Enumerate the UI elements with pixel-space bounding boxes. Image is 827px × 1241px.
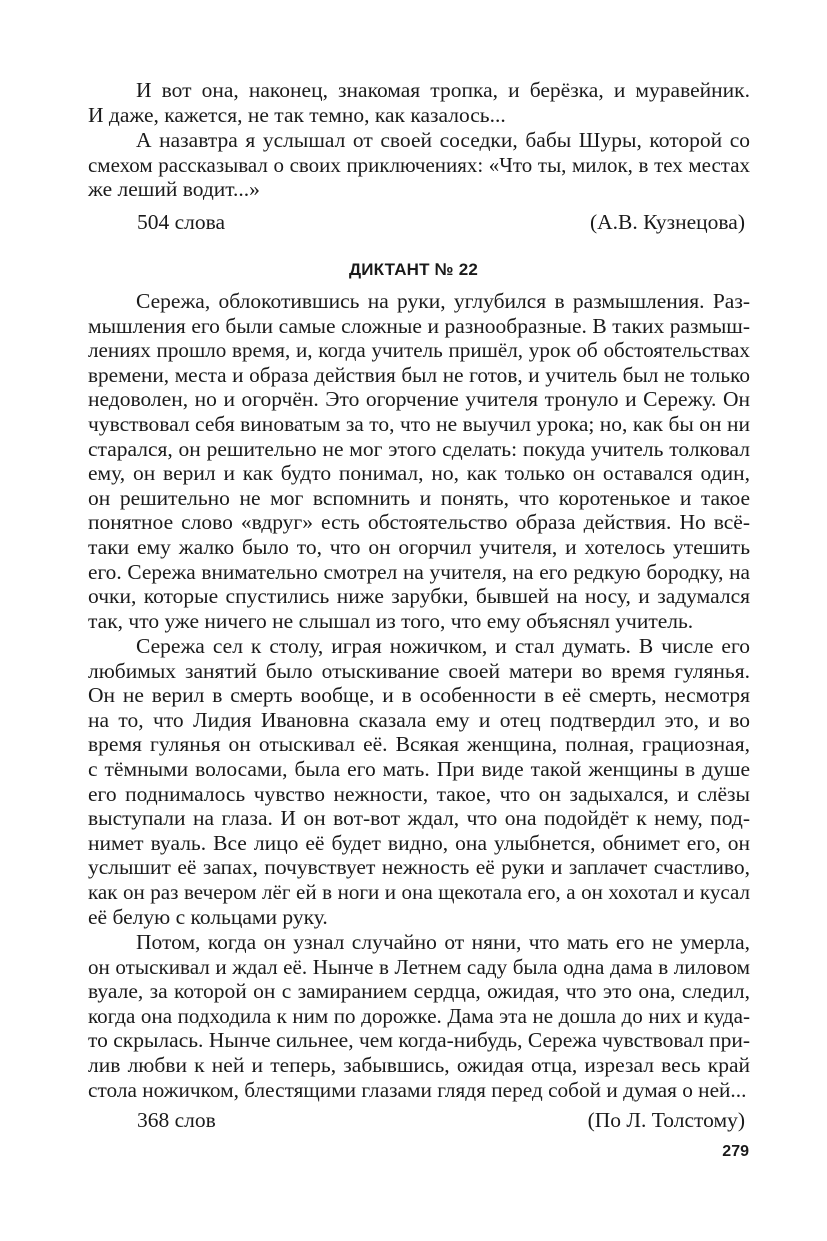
dictation-signature bbox=[137, 1108, 745, 1132]
text-line: Сережа, облокотившись на руки, углубился в размышления. Раз- bbox=[136, 289, 750, 313]
text-line: вуале, за которой он с замиранием сердца, ожидая, что это она, следил, bbox=[88, 979, 750, 1004]
text-line: он решительно не мог вспомнить и понять, что коротенькое и такое bbox=[88, 485, 750, 510]
text-line: смехом рассказывал о своих приключениях: «Что ты, милок, в тех местах bbox=[88, 152, 750, 177]
dictation-paragraph-3 bbox=[88, 930, 750, 1102]
page-number: 279 bbox=[722, 1143, 749, 1160]
intro-signature bbox=[137, 210, 745, 234]
text-line: с тёмными волосами, была его мать. При виде такой женщины в душе bbox=[88, 756, 750, 781]
text-line: мышления его были самые сложные и разнообразные. В таких размыш- bbox=[88, 313, 750, 338]
intro-paragraph-1 bbox=[88, 78, 750, 127]
text-line: Сережа сел к столу, играя ножичком, и стал думать. В числе его bbox=[136, 634, 750, 658]
text-line: нимет вуаль. Все лицо её будет видно, она улыбнется, обнимет его, он bbox=[88, 830, 750, 855]
text-line: её белую с кольцами руку. bbox=[88, 904, 328, 929]
text-line: на то, что Лидия Ивановна сказала ему и отец подтвердил это, и во bbox=[88, 707, 750, 732]
text-line: понятное слово «вдруг» есть обстоятельство образа действия. Но всё- bbox=[88, 510, 750, 535]
intro-paragraph-2 bbox=[88, 128, 750, 202]
text-line: стола ножичком, блестящими глазами глядя перед собой и думая о ней... bbox=[88, 1077, 747, 1102]
text-line: И даже, кажется, не так темно, как казалось... bbox=[88, 102, 506, 127]
text-line: то скрылась. Нынче сильнее, чем когда-нибудь, Сережа чувствовал при- bbox=[88, 1028, 750, 1053]
text-line: чувствовал себя виноватым за то, что не выучил урока; но, как бы он ни bbox=[88, 411, 750, 436]
text-line: времени, места и образа действия был не готов, и учитель был не только bbox=[88, 362, 750, 387]
text-line: лениях прошло время, и, когда учитель пришёл, урок об обстоятельствах bbox=[88, 338, 750, 363]
author-attribution: (А.В. Кузнецова) bbox=[590, 210, 745, 234]
text-line: очки, которые спустились ниже зарубки, бывшей на носу, и задумался bbox=[88, 584, 750, 609]
text-line: его поднималось чувство нежности, такое, что он задыхался, и слёзы bbox=[88, 781, 750, 806]
dictation-paragraph-1 bbox=[88, 289, 750, 633]
text-line: недоволен, но и огорчён. Это огорчение учителя тронуло и Сережу. Он bbox=[88, 387, 750, 412]
text-line: любимых занятий было отыскивание своей матери во время гулянья. bbox=[88, 658, 750, 683]
text-line: время гулянья он отыскивал её. Всякая женщина, полная, грациозная, bbox=[88, 732, 750, 757]
word-count: 368 слов bbox=[137, 1108, 216, 1132]
text-line: Потом, когда он узнал случайно от няни, что мать его не умерла, bbox=[136, 930, 750, 954]
text-line: как он раз вечером лёг ей в ноги и она щекотала его, а он хохотал и кусал bbox=[88, 879, 750, 904]
text-line: старался, он решительно не мог этого сделать: покуда учитель толковал bbox=[88, 436, 750, 461]
text-line: выступали на глаза. И он вот-вот ждал, что она подойдёт к нему, под- bbox=[88, 806, 750, 831]
text-line: лив любви к ней и теперь, забывшись, ожидая отца, изрезал весь край bbox=[88, 1052, 750, 1077]
text-line: же леший водит...» bbox=[88, 177, 260, 202]
word-count: 504 слова bbox=[137, 210, 226, 234]
author-attribution: (По Л. Толстому) bbox=[587, 1108, 745, 1132]
text-line: услышит её запах, почувствует нежность её руки и заплачет счастливо, bbox=[88, 855, 750, 880]
text-line: так, что уже ничего не слышал из того, что ему объяснял учитель. bbox=[88, 608, 694, 633]
text-line: таки ему жалко было то, что он огорчил учителя, и хотелось утешить bbox=[88, 534, 750, 559]
text-line: И вот она, наконец, знакомая тропка, и берёзка, и муравейник. bbox=[136, 78, 750, 102]
dictation-paragraph-2 bbox=[88, 634, 750, 929]
text-line: когда она подходила к ним по дорожке. Дама эта не дошла до них и куда- bbox=[88, 1003, 750, 1028]
text-line: ему, он верил и как будто понимал, но, как только он оставался один, bbox=[88, 461, 750, 486]
text-line: А назавтра я услышал от своей соседки, бабы Шуры, которой со bbox=[136, 128, 750, 152]
text-line: Он не верил в смерть вообще, и в особенности в её смерть, несмотря bbox=[88, 683, 750, 708]
text-line: он отыскивал и ждал её. Нынче в Летнем саду была одна дама в лиловом bbox=[88, 954, 750, 979]
dictation-title: ДИКТАНТ № 22 bbox=[348, 260, 479, 279]
text-line: его. Сережа внимательно смотрел на учителя, на его редкую бородку, на bbox=[88, 559, 750, 584]
